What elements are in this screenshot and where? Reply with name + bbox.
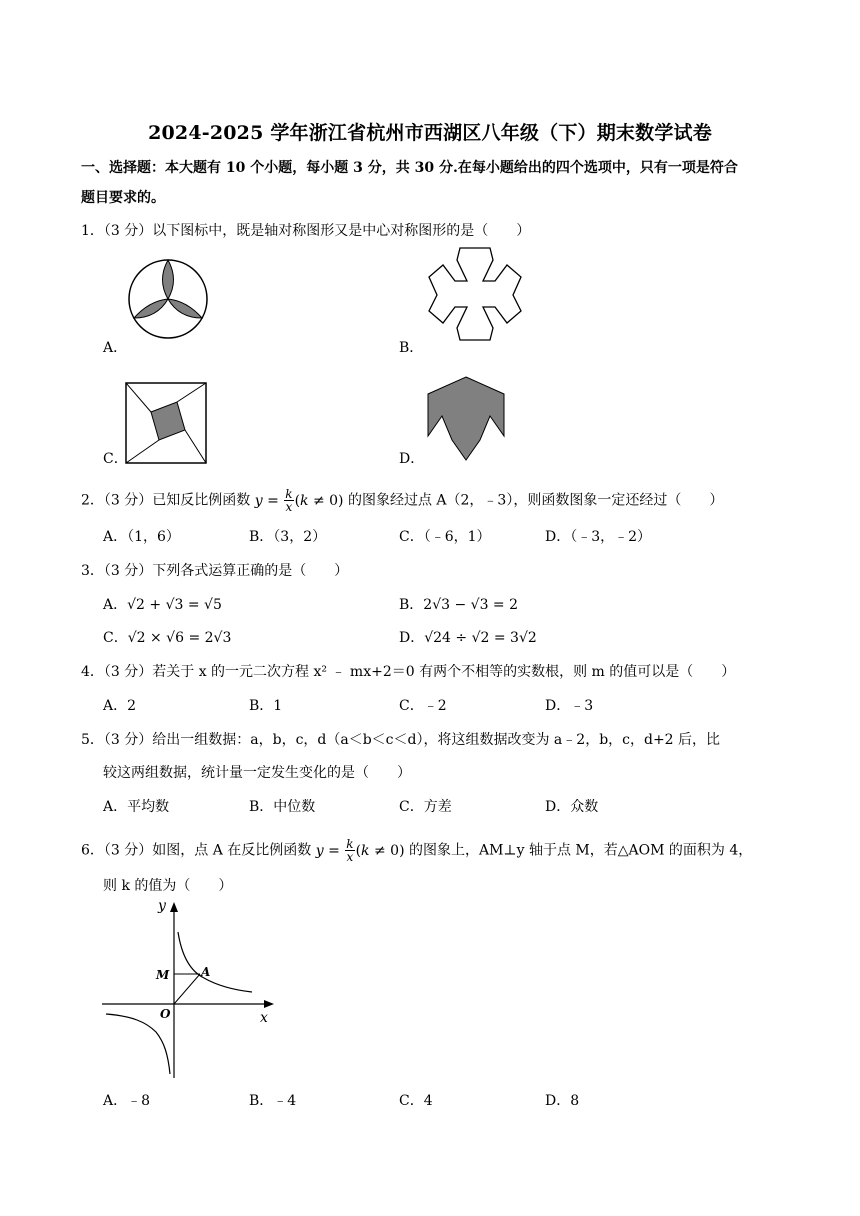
q6-label-a: A [201, 965, 211, 979]
q2-formula: y = $\frac{k}{x}$ (k ≠ 0) [254, 487, 348, 514]
q1-label-c: C． [103, 451, 128, 467]
q6-option-d: D．8 [545, 1093, 580, 1109]
q6-label-y: y [158, 898, 166, 914]
figure-d-arrow-shape [424, 374, 508, 464]
q6-option-c: C．4 [399, 1093, 433, 1109]
q3-option-a: A．√2 + √3 = √5 [103, 597, 222, 613]
question-4-stem: 4．（3 分）若关于 x 的一元二次方程 x² ﹣ mx+2＝0 有两个不相等的实数根，则 m 的值可以是（ ） [81, 664, 736, 680]
q4-option-c: C．﹣2 [399, 698, 447, 714]
figure-c-square-pinwheel [125, 382, 207, 464]
q5-option-a: A．平均数 [103, 799, 170, 815]
q4-option-b: B．1 [249, 698, 283, 714]
q1-label-b: B． [399, 340, 424, 356]
q2-option-a: A．（1，6） [103, 529, 180, 545]
q6-option-b: B．﹣4 [249, 1093, 297, 1109]
page-title: 2024-2025 学年浙江省杭州市西湖区八年级（下）期末数学试卷 [148, 122, 712, 144]
q6-label-x: x [260, 1010, 268, 1026]
question-2-stem: 2．（3 分）已知反比例函数 y = $\frac{k}{x}$ (k ≠ 0) 的图象经过点 A（2，﹣3），则函数图象一定还经过（ ） [81, 487, 724, 514]
question-6-line1: 6．（3 分）如图，点 A 在反比例函数 y = $\frac{k}{x}$ (k ≠ 0) 的图象上，AM⊥y 轴于点 M，若△AOM 的面积为 4， [81, 837, 753, 864]
q5-option-d: D．众数 [545, 799, 599, 815]
question-3-stem: 3．（3 分）下列各式运算正确的是（ ） [81, 563, 349, 579]
q1-label-a: A． [103, 340, 128, 356]
question-5-line1: 5．（3 分）给出一组数据：a，b，c，d（a＜b＜c＜d），将这组数据改变为 a﹣2，b，c，d+2 后，比 [81, 732, 721, 748]
q4-option-a: A．2 [103, 698, 137, 714]
question-1-stem: 1．（3 分）以下图标中，既是轴对称图形又是中心对称图形的是（ ） [81, 223, 531, 239]
figure-a-circle-petals [127, 245, 209, 353]
q2-option-c: C．（﹣6，1） [399, 529, 491, 545]
q6-formula: y = $\frac{k}{x}$ (k ≠ 0) [315, 837, 409, 864]
q6-label-m: M [156, 968, 170, 982]
q2-option-d: D．（﹣3，﹣2） [545, 529, 652, 545]
q6-option-a: A．﹣8 [103, 1093, 151, 1109]
q5-option-c: C．方差 [399, 799, 452, 815]
q5-option-b: B．中位数 [249, 799, 316, 815]
q4-option-d: D．﹣3 [545, 698, 594, 714]
question-5-line2: 较这两组数据，统计量一定发生变化的是（ ） [103, 765, 411, 781]
q2-option-b: B．（3，2） [249, 529, 327, 545]
section-heading-line2: 题目要求的。 [81, 190, 165, 206]
q6-label-o: O [160, 1007, 171, 1021]
q3-option-d: D．√24 ÷ √2 = 3√2 [399, 630, 537, 646]
figure-b-hexagram-outline [425, 235, 525, 353]
q3-option-b: B．2√3 − √3 = 2 [399, 597, 519, 613]
q1-label-d: D． [399, 451, 425, 467]
q6-hyperbola-graph [100, 898, 280, 1080]
question-6-line2: 则 k 的值为（ ） [103, 878, 233, 894]
q3-option-c: C．√2 × √6 = 2√3 [103, 630, 232, 646]
section-heading-line1: 一、选择题：本大题有 10 个小题，每小题 3 分，共 30 分.在每小题给出的四个选项中，只有一项是符合 [81, 160, 738, 176]
